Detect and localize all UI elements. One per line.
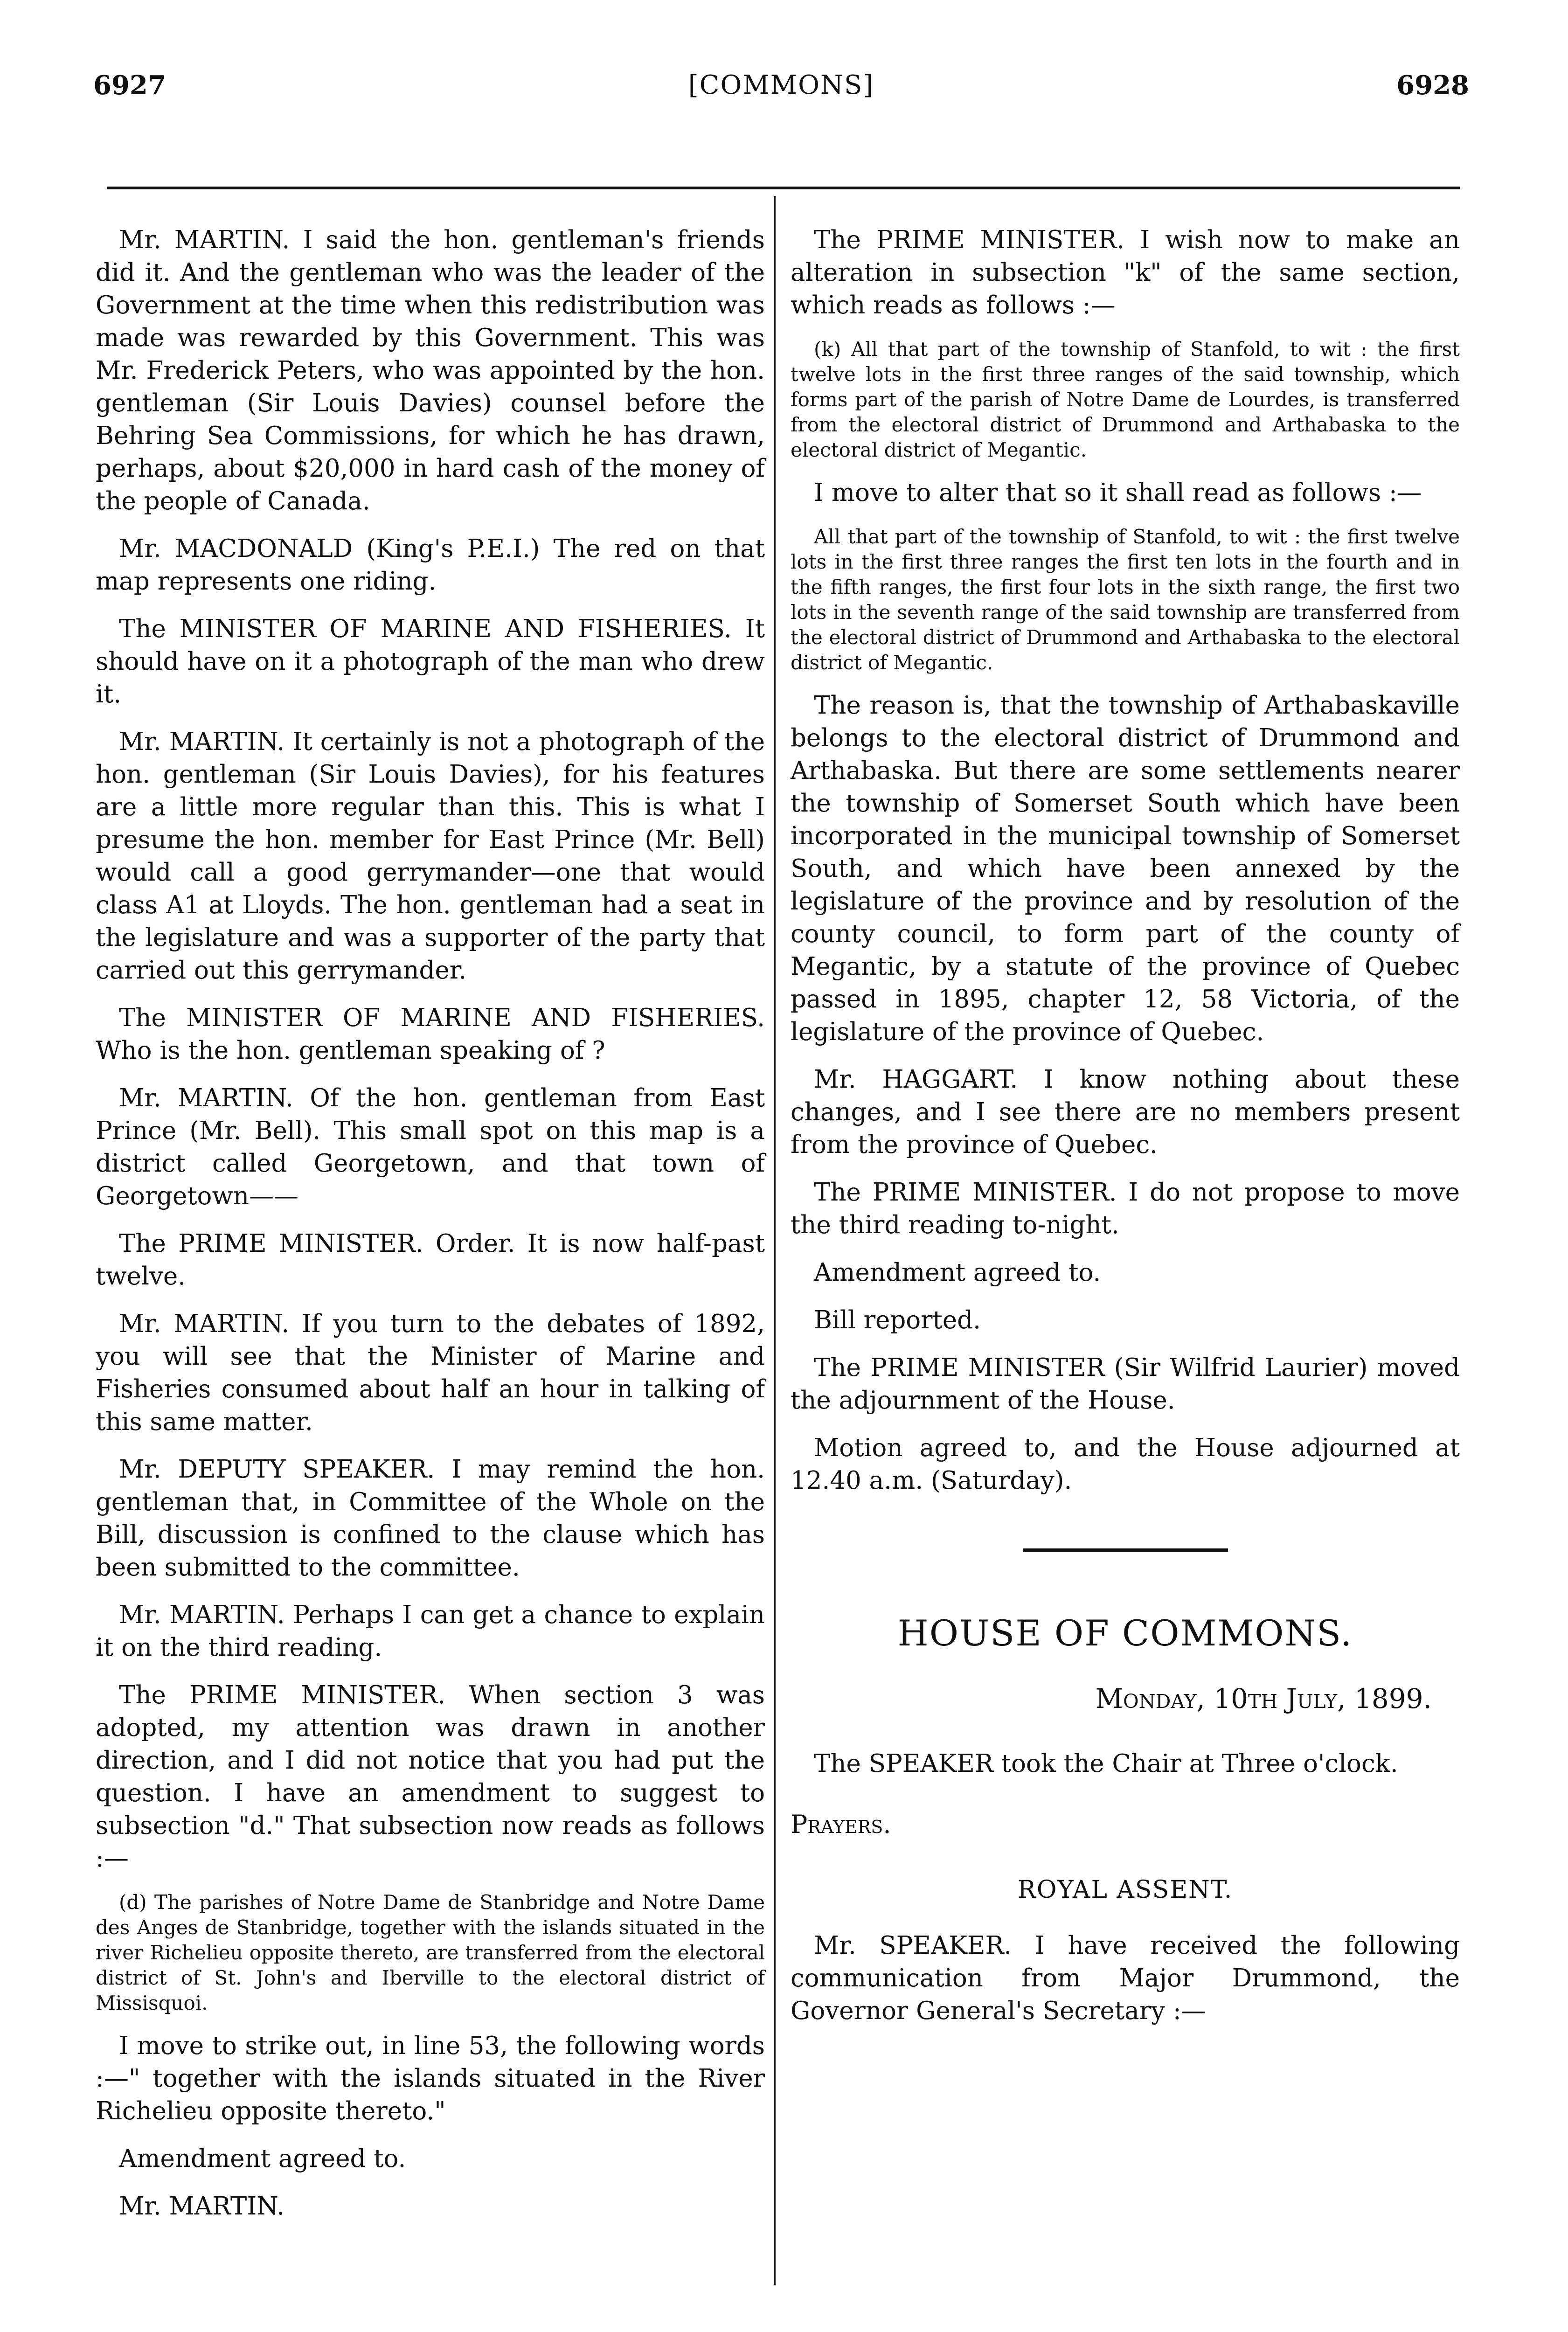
debate-paragraph: Mr. SPEAKER. I have received the following communication from Major Drummond, the Governor General's Secretary :— [791,1931,1460,2025]
debate-paragraph: The PRIME MINISTER (Sir Wilfrid Laurier) moved the adjournment of the House. [791,1353,1460,1415]
debate-paragraph: I move to strike out, in line 53, the following words :—" together with the islands situated in the River Richelieu opposite thereto." [96,2032,765,2125]
debate-paragraph: Bill reported. [814,1306,981,1334]
right-page-number: 6928 [1396,70,1469,101]
section-rule [1023,1548,1228,1552]
debate-paragraph: Mr. HAGGART. I know nothing about these changes, and I see there are no members present from the province of Quebec. [791,1065,1460,1159]
quoted-subsection-d: (d) The parishes of Notre Dame de Stanbridge and Notre Dame des Anges de Stanbridge, together with the islands situated in the river Richelieu opposite thereto, are transferred from the electoral district of St. John's and Iberville to the electoral district of Missisquoi. [96,1891,765,2014]
quoted-subsection-k: (k) All that part of the township of Stanfold, to wit : the first twelve lots in the first three ranges of the said township, which forms part of the parish of Notre Dame de Lourdes, is transferred from the electoral district of Drummond and Arthabaska to the electoral district of Megantic. [791,338,1460,461]
debate-paragraph: Mr. MARTIN. If you turn to the debates of 1892, you will see that the Minister of Marine and Fisheries consumed about half an hour in talking of this same matter. [96,1310,765,1436]
debate-paragraph: Mr. MARTIN. Perhaps I can get a chance to explain it on the third reading. [96,1601,765,1662]
column-divider [774,196,776,2285]
debate-paragraph: Amendment agreed to. [119,2145,406,2173]
debate-paragraph: The MINISTER OF MARINE AND FISHERIES. It should have on it a photograph of the man who drew it. [96,615,765,708]
debate-paragraph: I move to alter that so it shall read as follows :— [814,479,1422,507]
right-column [791,224,1460,2042]
debate-paragraph: The MINISTER OF MARINE AND FISHERIES. Who is the hon. gentleman speaking of ? [96,1004,765,1065]
debate-paragraph: The PRIME MINISTER. I do not propose to move the third reading to-night. [791,1178,1460,1239]
debate-paragraph: The reason is, that the township of Arthabaskaville belongs to the electoral district of Drummond and Arthabaska. But there are some settlements nearer the township of Somerset South which have been incorporated in the municipal township of Somerset South, and which have been annexed by the legislature of the province and by resolution of the county council, to form part of the county of Megantic, by a statute of the province of Quebec passed in 1895, chapter 12, 58 Victoria, of the legislature of the province of Quebec. [791,691,1460,1046]
debate-paragraph: The PRIME MINISTER. When section 3 was adopted, my attention was drawn in another direction, and I did not notice that you had put the question. I have an amendment to suggest to subsection "d." That subsection now reads as follows :— [96,1681,765,1873]
header-rule [107,187,1460,189]
debate-paragraph: Mr. MARTIN. Of the hon. gentleman from East Prince (Mr. Bell). This small spot on this map is a district called Georgetown, and that town of Georgetown—— [96,1084,765,1210]
speaker-took-chair: The SPEAKER took the Chair at Three o'clock. [814,1749,1398,1778]
debate-paragraph: Motion agreed to, and the House adjourned at 12.40 a.m. (Saturday). [791,1434,1460,1495]
session-date: Monday, 10th July, 1899. [1095,1683,1432,1714]
page-header [93,70,1469,131]
prayers-heading: Prayers. [791,1810,891,1839]
left-column [96,224,765,2238]
debate-paragraph: Amendment agreed to. [814,1258,1101,1287]
running-head: [COMMONS] [688,70,874,100]
debate-paragraph: Mr. MARTIN. [119,2192,285,2221]
royal-assent-heading: ROYAL ASSENT. [1017,1876,1233,1904]
left-page-number: 6927 [93,70,166,101]
debate-paragraph: Mr. MARTIN. I said the hon. gentleman's friends did it. And the gentleman who was the leader of the Government at the time when this redistribution was made was rewarded by this Government. This was Mr. Frederick Peters, who was appointed by the hon. gentleman (Sir Louis Davies) counsel before the Behring Sea Commissions, for which he has drawn, perhaps, about $20,000 in hard cash of the money of the people of Canada. [96,226,765,515]
debate-paragraph: Mr. MACDONALD (King's P.E.I.) The red on that map represents one riding. [96,534,765,596]
quoted-amended-text: All that part of the township of Stanfold, to wit : the first twelve lots in the first three ranges the first ten lots in the fourth and in the fifth ranges, the first four lots in the sixth range, the first two lots in the seventh range of the said township are transferred from the electoral district of Drummond and Arthabaska to the electoral district of Megantic. [791,525,1460,674]
debate-paragraph: Mr. DEPUTY SPEAKER. I may remind the hon. gentleman that, in Committee of the Whole on the Bill, discussion is confined to the clause which has been submitted to the committee. [96,1455,765,1582]
debate-paragraph: Mr. MARTIN. It certainly is not a photograph of the hon. gentleman (Sir Louis Davies), for his features are a little more regular than this. This is what I presume the hon. member for East Prince (Mr. Bell) would call a good gerrymander—one that would class A1 at Lloyds. The hon. gentleman had a seat in the legislature and was a supporter of the party that carried out this gerrymander. [96,728,765,985]
debate-paragraph: The PRIME MINISTER. I wish now to make an alteration in subsection "k" of the same section, which reads as follows :— [791,226,1460,319]
house-title: HOUSE OF COMMONS. [897,1612,1353,1654]
debate-paragraph: The PRIME MINISTER. Order. It is now half-past twelve. [96,1229,765,1291]
